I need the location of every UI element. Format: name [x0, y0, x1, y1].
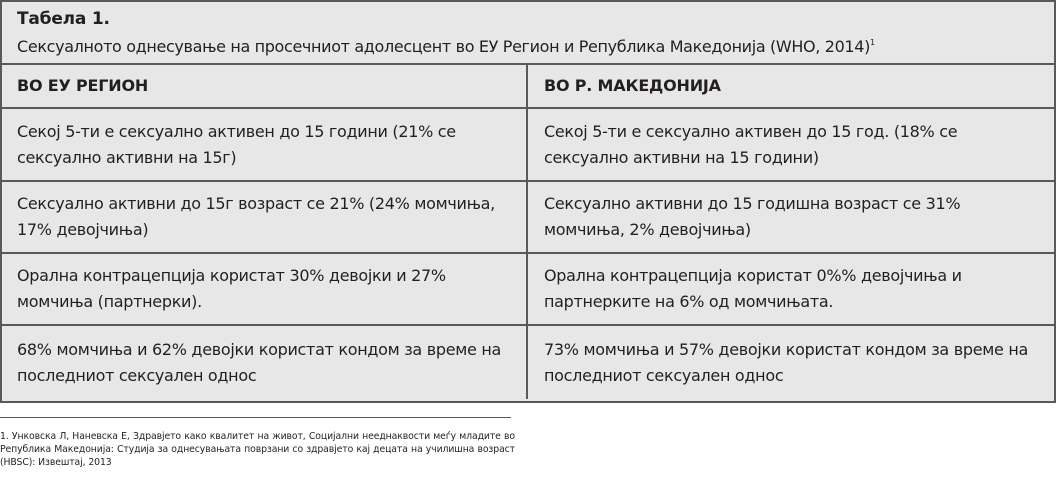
footnote: 1. Унковска Л, Наневска Е, Здравјето како квалитет на живот, Социјални нееднаквости меѓу младите во Република Македонија: Студија за однесувањата поврзани со здравјето кај децата на училишна возраст (HBSC): Извештај, 2013 — [0, 431, 515, 468]
table-cell: Сексуално активни до 15г возраст се 21% (24% момчиња, 17% девојчиња) — [2, 182, 528, 254]
table-cell: Сексуално активни до 15 годишна возраст се 31% момчиња, 2% девојчиња) — [528, 182, 1054, 254]
table-subtitle-text: Сексуалното однесување на просечниот адолесцент во ЕУ Регион и Република Македонија (WHO, 2014) — [17, 37, 870, 56]
column-header-macedonia: ВО Р. МАКЕДОНИЈА — [528, 65, 1054, 109]
table-subtitle — [17, 31, 1054, 59]
column-header-eu-region: ВО ЕУ РЕГИОН — [2, 65, 528, 109]
table-cell: Орална контрацепција користат 0%% девојчиња и партнерките на 6% од момчињата. — [528, 254, 1054, 326]
table-cell: Секој 5-ти е сексуално активен до 15 години (21% се сексуално активни на 15г) — [2, 109, 528, 182]
table-cell: Секој 5-ти е сексуално активен до 15 год. (18% се сексуално активни на 15 години) — [528, 109, 1054, 182]
table-cell: 73% момчиња и 57% девојки користат кондом за време на последниот сексуален однос — [544, 339, 1028, 385]
table-title: Табела 1. — [17, 9, 110, 29]
footnote-divider — [0, 417, 511, 418]
table-cell: Орална контрацепција користат 30% девојки и 27% момчиња (партнерки). — [2, 254, 528, 326]
table-caption — [2, 2, 1054, 65]
table-cell: 68% момчиња и 62% девојки користат кондом за време на последниот сексуален однос — [2, 326, 528, 399]
footnote-mark: 1 — [870, 38, 875, 47]
table-body — [2, 65, 1054, 399]
